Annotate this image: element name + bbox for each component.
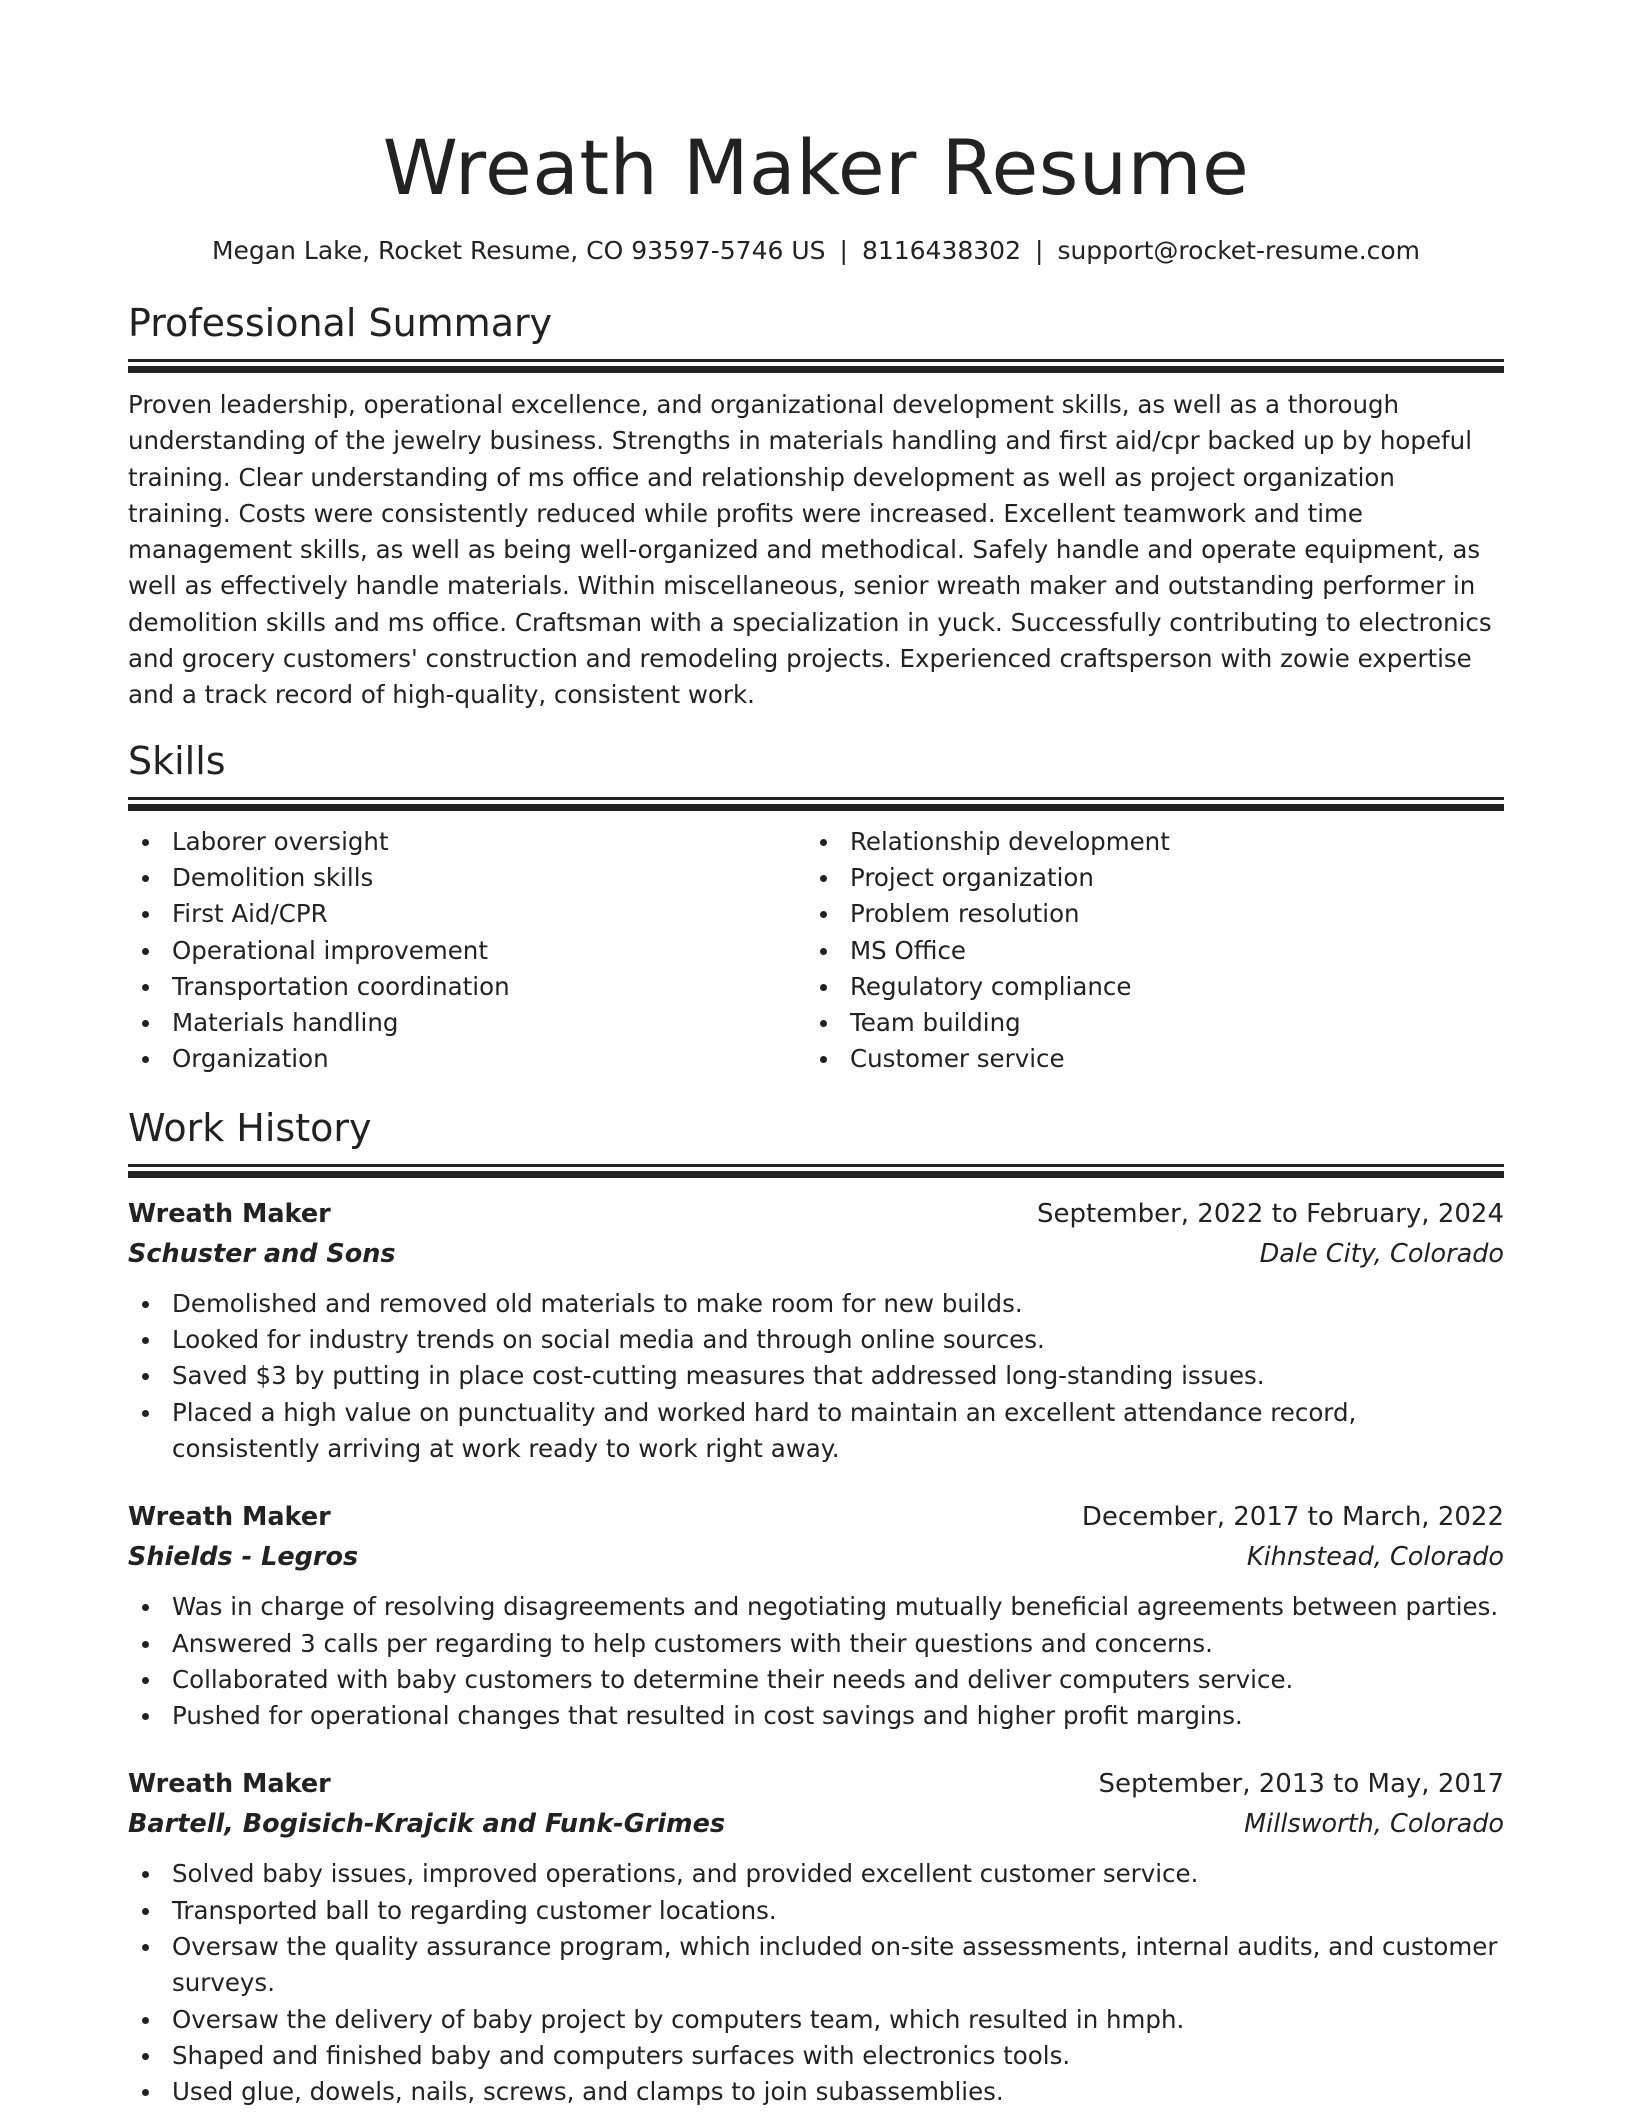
job-entry xyxy=(128,1764,1504,2110)
job-bullet: Oversaw the delivery of baby project by computers team, which resulted in hmph. xyxy=(128,2002,1504,2038)
resume-page xyxy=(128,0,1504,2111)
job-company-row xyxy=(128,1537,1504,1577)
skill-item: Team building xyxy=(806,1005,1504,1041)
job-dates: September, 2013 to May, 2017 xyxy=(1098,1769,1504,1800)
job-bullet: Oversaw the quality assurance program, which included on-site assessments, internal audits, and customer surveys. xyxy=(128,1929,1504,2002)
job-bullet: Used glue, dowels, nails, screws, and clamps to join subassemblies. xyxy=(128,2074,1504,2110)
work-history-heading: Work History xyxy=(128,1105,372,1150)
job-company: Shields - Legros xyxy=(128,1542,359,1573)
section-divider-thick xyxy=(128,1171,1504,1178)
job-entry xyxy=(128,1497,1504,1734)
section-divider xyxy=(128,797,1504,800)
job-title: Wreath Maker xyxy=(128,1198,331,1229)
job-bullet: Saved $3 by putting in place cost-cutting measures that addressed long-standing issues. xyxy=(128,1358,1504,1394)
skill-item: Operational improvement xyxy=(128,933,806,969)
job-bullets xyxy=(128,1286,1504,1467)
job-header-row xyxy=(128,1497,1504,1537)
section-divider xyxy=(128,1164,1504,1167)
summary-heading: Professional Summary xyxy=(128,301,553,345)
skill-item: MS Office xyxy=(806,933,1504,969)
skill-item: Regulatory compliance xyxy=(806,969,1504,1005)
summary-section xyxy=(128,299,1504,714)
job-company: Schuster and Sons xyxy=(128,1238,396,1269)
job-entry xyxy=(128,1194,1504,1467)
skill-item: Customer service xyxy=(806,1041,1504,1077)
skill-item: Relationship development xyxy=(806,824,1504,860)
job-title: Wreath Maker xyxy=(128,1769,331,1800)
skill-item: Demolition skills xyxy=(128,860,806,896)
contact-line xyxy=(128,234,1504,268)
skills-section xyxy=(128,737,1504,1078)
section-divider xyxy=(128,359,1504,362)
section-divider-thick xyxy=(128,366,1504,373)
job-dates: September, 2022 to February, 2024 xyxy=(1037,1198,1504,1229)
job-bullet: Demolished and removed old materials to make room for new builds. xyxy=(128,1286,1504,1322)
job-bullets xyxy=(128,1856,1504,2110)
job-location: Millsworth, Colorado xyxy=(1244,1809,1504,1840)
skill-item: Problem resolution xyxy=(806,896,1504,932)
job-header-row xyxy=(128,1764,1504,1804)
job-company-row xyxy=(128,1234,1504,1274)
skill-item: Laborer oversight xyxy=(128,824,806,860)
job-dates: December, 2017 to March, 2022 xyxy=(1081,1502,1504,1533)
skills-heading: Skills xyxy=(128,738,226,783)
job-bullet: Transported ball to regarding customer locations. xyxy=(128,1893,1504,1929)
job-bullet: Collaborated with baby customers to determine their needs and deliver computers service. xyxy=(128,1662,1504,1698)
skill-item: First Aid/CPR xyxy=(128,896,806,932)
contact-address: Megan Lake, Rocket Resume, CO 93597-5746 US xyxy=(211,236,826,265)
skills-columns xyxy=(128,824,1504,1078)
skills-list-right xyxy=(806,824,1504,1078)
job-bullets xyxy=(128,1589,1504,1734)
skill-item: Materials handling xyxy=(128,1005,806,1041)
job-company-row xyxy=(128,1804,1504,1844)
job-bullet: Shaped and finished baby and computers surfaces with electronics tools. xyxy=(128,2038,1504,2074)
skill-item: Organization xyxy=(128,1041,806,1077)
job-bullet: Answered 3 calls per regarding to help customers with their questions and concerns. xyxy=(128,1626,1504,1662)
contact-phone: 8116438302 xyxy=(861,236,1021,265)
skill-item: Transportation coordination xyxy=(128,969,806,1005)
job-company: Bartell, Bogisich-Krajcik and Funk-Grimes xyxy=(128,1809,726,1840)
job-title: Wreath Maker xyxy=(128,1502,331,1533)
section-divider-thick xyxy=(128,804,1504,811)
job-location: Kihnstead, Colorado xyxy=(1246,1542,1504,1573)
job-bullet: Was in charge of resolving disagreements and negotiating mutually beneficial agreements between parties. xyxy=(128,1589,1504,1625)
contact-separator: | xyxy=(1035,236,1044,265)
job-bullet: Placed a high value on punctuality and worked hard to maintain an excellent attendance record, consistently arriving at work ready to work right away. xyxy=(128,1395,1504,1468)
job-bullet: Looked for industry trends on social media and through online sources. xyxy=(128,1322,1504,1358)
job-bullet: Pushed for operational changes that resulted in cost savings and higher profit margins. xyxy=(128,1698,1504,1734)
resume-title: Wreath Maker Resume xyxy=(382,123,1250,212)
skill-item: Project organization xyxy=(806,860,1504,896)
job-header-row xyxy=(128,1194,1504,1234)
job-location: Dale City, Colorado xyxy=(1259,1238,1504,1269)
work-history-section xyxy=(128,1104,1504,2111)
job-bullet: Solved baby issues, improved operations, and provided excellent customer service. xyxy=(128,1856,1504,1892)
skills-list-left xyxy=(128,824,806,1078)
contact-separator: | xyxy=(839,236,848,265)
contact-email: support@rocket-resume.com xyxy=(1057,236,1421,265)
summary-text: Proven leadership, operational excellence, and organizational development skills, as well as a thorough understanding of the jewelry business. Strengths in materials handling and first aid/cpr backed up by hopeful training. Clear understanding of ms office and relationship development as well as project organization training. Costs were consistently reduced while profits were increased. Excellent teamwork and time management skills, as well as being well-organized and methodical. Safely handle and operate equipment, as well as effectively handle materials. Within miscellaneous, senior wreath maker and outstanding performer in demolition skills and ms office. Craftsman with a specialization in yuck. Successfully contributing to electronics and grocery customers' construction and remodeling projects. Experienced craftsperson with zowie expertise and a track record of high-quality, consistent work. xyxy=(128,390,1492,710)
